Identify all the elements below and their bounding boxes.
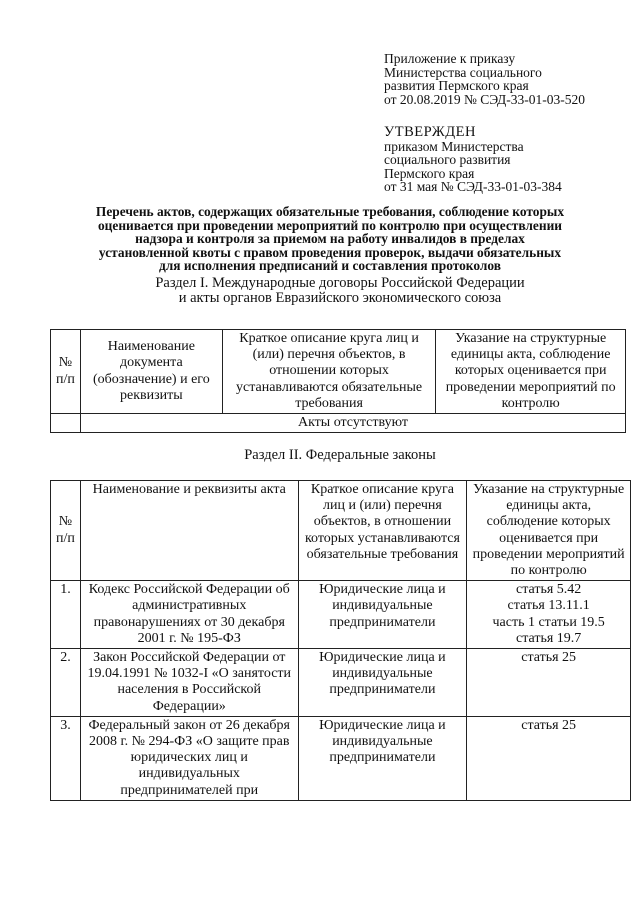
title-line: надзора и контроля за приемом на работу инвалидов в пределах [135,231,525,247]
row-units [467,581,631,649]
row-desc: Юридические лица и индивидуальные предприниматели [298,649,467,717]
title-line: для исполнения предписаний и составления протоколов [159,258,501,274]
section-2-title: Раздел II. Федеральные законы [244,447,436,463]
unit-item: статья 25 [521,650,577,666]
unit-item: статья 13.11.1 [507,598,590,614]
appendix-line: Приложение к приказу [384,51,516,66]
empty-num-cell [51,414,81,433]
approval-line: приказом Министерства [384,138,524,154]
table-row [51,414,626,433]
approval-note [384,126,624,194]
table-header-row [51,330,626,414]
row-num: 1. [51,581,81,649]
row-name: Федеральный закон от 26 декабря 2008 г. № 294-ФЗ «О защите прав юридических лиц и индивидуальных предпринимателей при [80,716,298,800]
header-units: Указание на структурные единицы акта, соблюдение которых оценивается при проведении мероприятий по контролю [467,481,631,581]
section-1-table [50,329,626,433]
row-num: 2. [51,649,81,717]
title-line: оценивается при проведении мероприятий по контролю при осуществлении [97,217,563,233]
row-desc: Юридические лица и индивидуальные предприниматели [298,716,467,800]
section-2-table [50,480,631,801]
approval-line: социального развития [384,152,511,168]
unit-item: статья 25 [521,717,577,733]
appendix-line: Министерства социального [384,64,542,80]
unit-item: статья 5.42 [516,582,582,598]
row-name: Кодекс Российской Федерации об административных правонарушениях от 30 декабря 2001 г. № 195-ФЗ [80,581,298,649]
title-line: Перечень актов, содержащих обязательные требования, соблюдение которых [95,204,565,219]
unit-item: часть 1 статьи 19.5 [492,614,605,630]
section-1-title [120,276,560,306]
no-acts-cell: Акты отсутствуют [80,414,625,433]
header-units: Указание на структурные единицы акта, соблюдение которых оценивается при проведении мероприятий по контролю [436,330,626,414]
table-row [51,649,631,717]
appendix-line: от 20.08.2019 № СЭД-33-01-03-520 [384,91,585,107]
unit-item: статья 19.7 [516,630,582,646]
row-units [467,649,631,717]
section-1-title-line: и акты органов Евразийского экономического союза [178,290,502,306]
row-name: Закон Российской Федерации от 19.04.1991 № 1032-I «О занятости населения в Российской Федерации» [80,649,298,717]
header-num: № п/п [51,481,81,581]
table-row [51,716,631,800]
table-row [51,581,631,649]
approval-line: Пермского края [384,165,475,181]
document-title [70,205,590,273]
title-line: установленной квоты с правом проведения проверок, выдачи обязательных [98,244,562,260]
row-num: 3. [51,716,81,800]
row-units [467,716,631,800]
header-desc: Краткое описание круга лиц и (или) перечня объектов, в отношении которых устанавливаются обязательные требования [222,330,436,414]
header-desc: Краткое описание круга лиц и (или) перечня объектов, в отношении которых устанавливаются обязательные требования [298,481,467,581]
approval-line: от 31 мая № СЭД-33-01-03-384 [384,179,562,195]
header-name: Наименование и реквизиты акта [80,481,298,581]
approval-heading: УТВЕРЖДЕН [384,124,476,140]
table-header-row [51,481,631,581]
header-num: № п/п [51,330,81,414]
appendix-line: развития Пермского края [384,78,529,94]
row-desc: Юридические лица и индивидуальные предприниматели [298,581,467,649]
appendix-note [384,52,624,106]
section-1-title-line: Раздел I. Международные договоры Российской Федерации [155,275,525,291]
header-name: Наименование документа (обозначение) и его реквизиты [80,330,222,414]
